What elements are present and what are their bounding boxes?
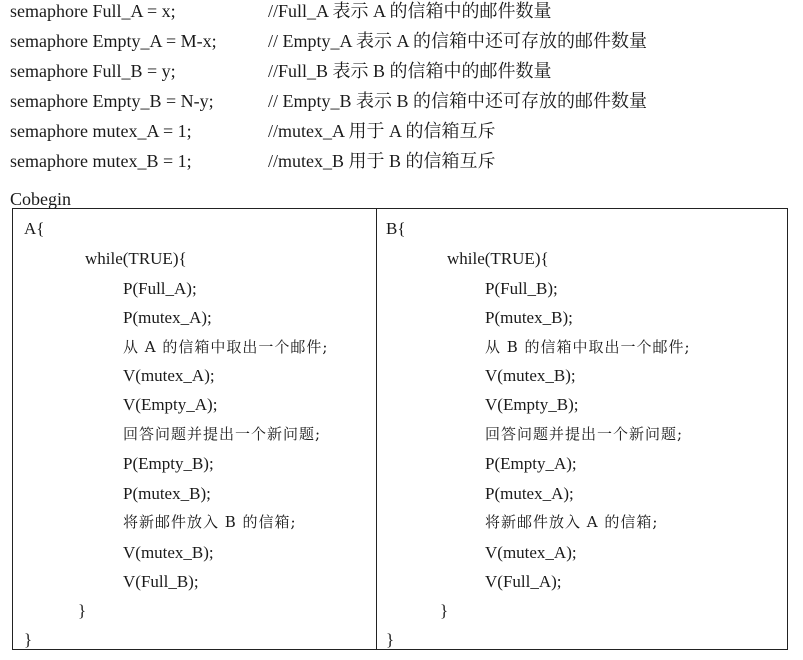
code-line: V(mutex_A); [485, 543, 577, 562]
declaration-comment: //Full_A 表示 A 的信箱中的邮件数量 [268, 1, 552, 21]
code-line: P(Full_A); [123, 279, 197, 298]
code-line: P(Empty_B); [123, 454, 214, 473]
process-close-brace: } [24, 630, 33, 649]
declaration-code: semaphore Empty_B = N-y; [10, 91, 214, 111]
code-line: V(Empty_A); [123, 395, 218, 414]
column-divider [376, 208, 377, 650]
code-line: P(mutex_A); [485, 484, 574, 503]
declaration-code: semaphore Empty_A = M-x; [10, 31, 217, 51]
code-line: P(Full_B); [485, 279, 558, 298]
declaration-comment: // Empty_B 表示 B 的信箱中还可存放的邮件数量 [268, 91, 648, 111]
code-line: V(mutex_B); [485, 366, 576, 385]
code-line: V(Full_A); [485, 572, 562, 591]
declaration-code: semaphore Full_A = x; [10, 1, 176, 21]
code-comment-line: 从 B 的信箱中取出一个邮件; [485, 338, 691, 356]
code-line: P(Empty_A); [485, 454, 577, 473]
process-close-brace: } [386, 630, 395, 649]
declaration-comment: //mutex_A 用于 A 的信箱互斥 [268, 121, 496, 141]
while-close-brace: } [440, 601, 449, 620]
code-line: P(mutex_B); [485, 308, 573, 327]
code-line: V(Full_B); [123, 572, 199, 591]
code-comment-line: 将新邮件放入 A 的信箱; [485, 513, 659, 531]
declaration-comment: //mutex_B 用于 B 的信箱互斥 [268, 151, 496, 171]
code-line: V(mutex_B); [123, 543, 214, 562]
code-line: P(mutex_B); [123, 484, 211, 503]
while-close-brace: } [78, 601, 87, 620]
while-loop-header: while(TRUE){ [85, 249, 187, 268]
code-comment-line: 回答问题并提出一个新问题; [485, 425, 684, 443]
declaration-comment: //Full_B 表示 B 的信箱中的邮件数量 [268, 61, 552, 81]
code-line: P(mutex_A); [123, 308, 212, 327]
while-loop-header: while(TRUE){ [447, 249, 549, 268]
code-comment-line: 从 A 的信箱中取出一个邮件; [123, 338, 329, 356]
process-header: B{ [386, 219, 406, 238]
code-comment-line: 将新邮件放入 B 的信箱; [123, 513, 297, 531]
code-comment-line: 回答问题并提出一个新问题; [123, 425, 322, 443]
code-line: V(Empty_B); [485, 395, 579, 414]
process-header: A{ [24, 219, 45, 238]
declaration-code: semaphore mutex_A = 1; [10, 121, 192, 141]
declaration-code: semaphore Full_B = y; [10, 61, 176, 81]
code-line: V(mutex_A); [123, 366, 215, 385]
declaration-code: semaphore mutex_B = 1; [10, 151, 192, 171]
declaration-comment: // Empty_A 表示 A 的信箱中还可存放的邮件数量 [268, 31, 648, 51]
cobegin-keyword: Cobegin [10, 189, 71, 209]
